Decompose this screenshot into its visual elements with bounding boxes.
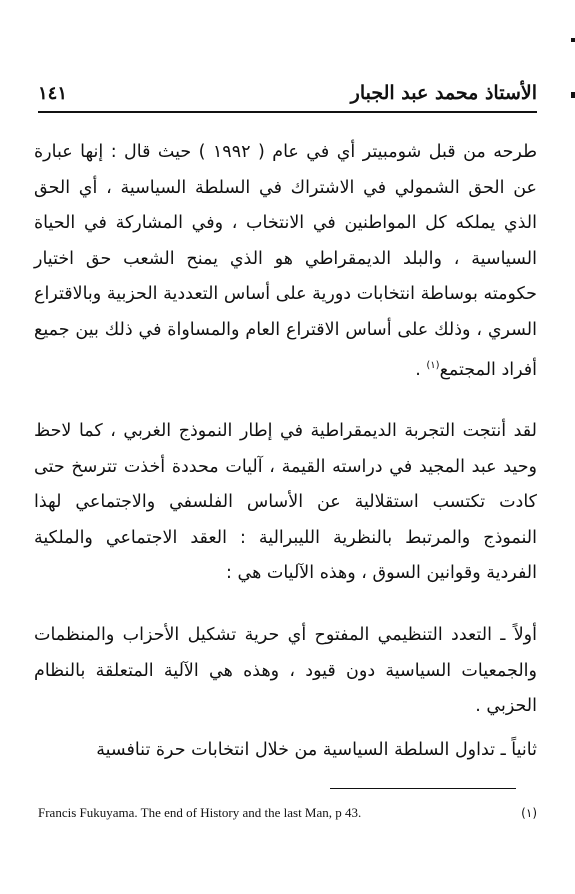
footnote-rule: [330, 788, 516, 789]
paragraph-text: ثانياً ـ تداول السلطة السياسية من خلال انتخابات حرة تنافسية: [96, 740, 537, 760]
body-paragraph: [34, 414, 537, 592]
footnote-reference[interactable]: (١): [426, 360, 440, 371]
body-paragraph: [34, 618, 537, 725]
body-paragraph: [34, 135, 537, 388]
footnote-text: Francis Fukuyama. The end of History and the last Man, p 43.: [38, 805, 362, 820]
paragraph-text: طرحه من قبل شومبيتر أي في عام ( ١٩٩٢ ) حيث قال : إنها عبارة عن الحق الشمولي في الاشتراك في السلطة السياسية ، أي الحق الذي يملكه كل المواطنين في الانتخاب ، وفي المشاركة في الحياة السياسية ، والبلد الديمقراطي هو الذي يمنح الشعب حق اختيار حكومته بوساطة انتخابات دورية على أساس التعددية الحزبية وبالاقتراع السري ، وذلك على أساس الاقتراع العام والمساواة في ذلك بين جميع أفراد المجتمع: [34, 142, 537, 380]
page-number: ١٤١: [38, 82, 68, 104]
page-edge-mark: [571, 92, 575, 98]
body-paragraph: [34, 733, 537, 769]
paragraph-text: أولاً ـ التعدد التنظيمي المفتوح أي حرية تشكيل الأحزاب والمنظمات والجمعيات السياسية دون قيود ، وهذه هي الآلية المتعلقة بالنظام الحزبي .: [34, 625, 537, 716]
running-header-title: الأستاذ محمد عبد الجبار: [350, 82, 537, 104]
footnote-number: (١): [521, 806, 537, 820]
header-rule: [38, 111, 537, 113]
paragraph-end: .: [415, 359, 427, 380]
running-header: [38, 76, 537, 110]
footnote: [38, 802, 537, 824]
page-edge-mark: [571, 38, 575, 42]
paragraph-text: لقد أنتجت التجربة الديمقراطية في إطار النموذج الغربي ، كما لاحظ وحيد عبد المجيد في دراسته القيمة ، آليات محددة أخذت تترسخ حتى كادت تكتسب استقلالية عن الأساس الفلسفي والاجتماعي لهذا النموذج والمرتبط بالنظرية الليبرالية : العقد الاجتماعي والملكية الفردية وقوانين السوق ، وهذه الآليات هي :: [34, 421, 537, 583]
